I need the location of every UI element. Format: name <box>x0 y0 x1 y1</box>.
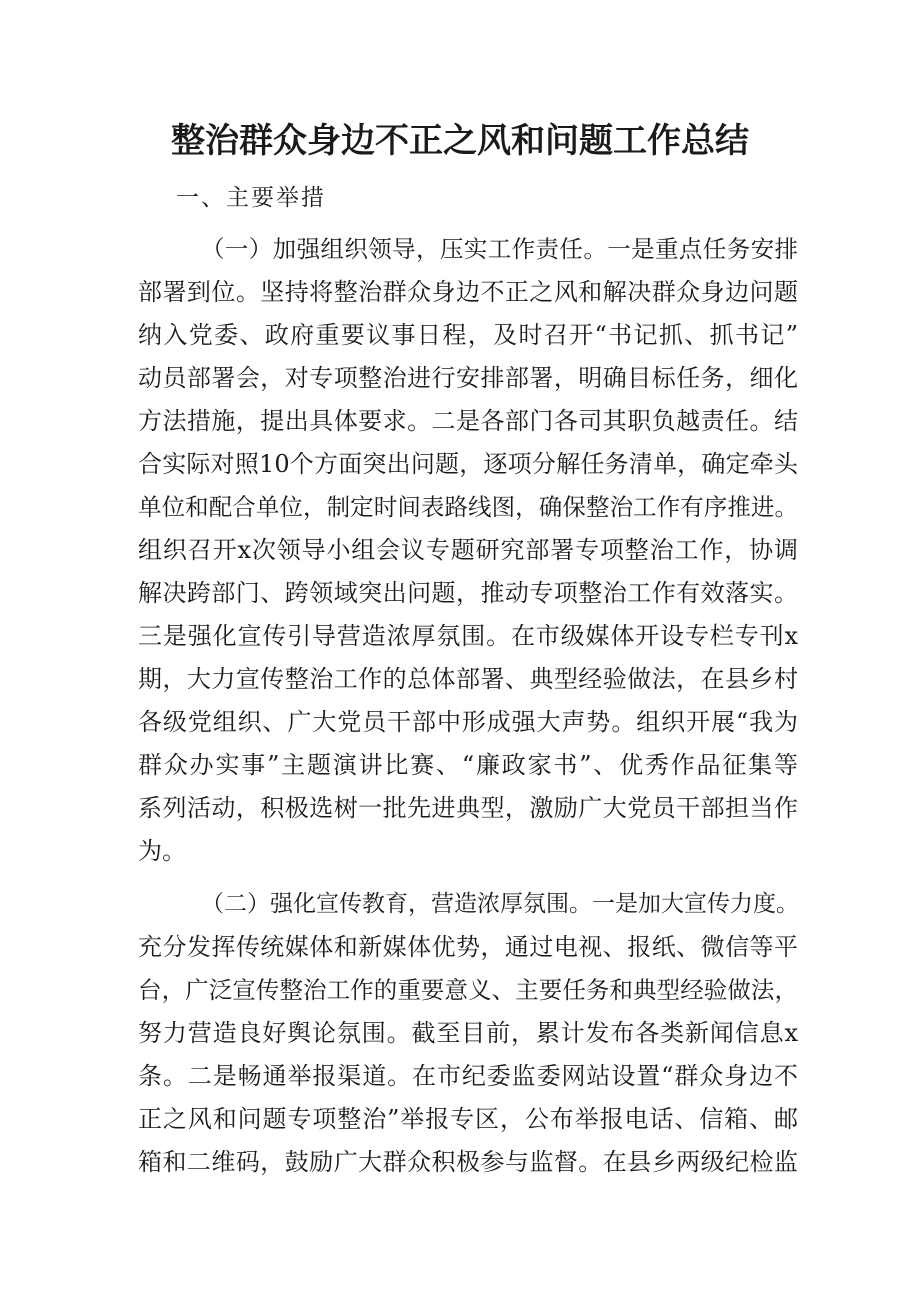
paragraph-line: 单位和配合单位，制定时间表路线图，确保整治工作有序推进。 <box>138 493 798 521</box>
paragraph-line: （一）加强组织领导，压实工作责任。一是重点任务安排 <box>201 235 798 263</box>
paragraph-line: 群众办实事”主题演讲比赛、“廉政家书”、优秀作品征集等 <box>138 751 798 779</box>
paragraph-line: 方法措施，提出具体要求。二是各部门各司其职负越责任。结 <box>138 407 798 435</box>
paragraph-line: 系列活动，积极选树一批先进典型，激励广大党员干部担当作 <box>138 794 798 822</box>
paragraph-line: 条。二是畅通举报渠道。在市纪委监委网站设置“群众身边不 <box>138 1062 798 1090</box>
paragraph-line: 三是强化宣传引导营造浓厚氛围。在市级媒体开设专栏专刊x <box>138 622 798 650</box>
section-heading: 一、主要举措 <box>176 185 326 211</box>
document-title: 整治群众身边不正之风和问题工作总结 <box>171 121 749 161</box>
paragraph-line: 各级党组织、广大党员干部中形成强大声势。组织开展“我为 <box>138 708 798 736</box>
paragraph-line: 台，广泛宣传整治工作的重要意义、主要任务和典型经验做法， <box>138 976 798 1004</box>
paragraph-line: （二）强化宣传教育，营造浓厚氛围。一是加大宣传力度。 <box>201 891 799 917</box>
paragraph-line: 组织召开x次领导小组会议专题研究部署专项整治工作，协调 <box>138 536 798 564</box>
paragraph-line: 努力营造良好舆论氛围。截至目前，累计发布各类新闻信息x <box>138 1019 798 1047</box>
paragraph-line: 正之风和问题专项整治”举报专区，公布举报电话、信箱、邮 <box>138 1105 798 1133</box>
paragraph-line: 合实际对照10个方面突出问题，逐项分解任务清单，确定牵头 <box>138 450 798 478</box>
paragraph-line: 充分发挥传统媒体和新媒体优势，通过电视、报纸、微信等平 <box>138 933 798 961</box>
paragraph-line: 纳入党委、政府重要议事日程，及时召开“书记抓、抓书记” <box>138 321 798 349</box>
paragraph-line: 部署到位。坚持将整治群众身边不正之风和解决群众身边问题 <box>138 278 798 306</box>
paragraph-line: 动员部署会，对专项整治进行安排部署，明确目标任务，细化 <box>138 364 798 392</box>
paragraph-line: 箱和二维码，鼓励广大群众积极参与监督。在县乡两级纪检监 <box>138 1148 798 1176</box>
paragraph-line: 解决跨部门、跨领域突出问题，推动专项整治工作有效落实。 <box>138 579 798 607</box>
paragraph-line: 为。 <box>138 837 186 865</box>
paragraph-line: 期，大力宣传整治工作的总体部署、典型经验做法，在县乡村 <box>138 665 798 693</box>
